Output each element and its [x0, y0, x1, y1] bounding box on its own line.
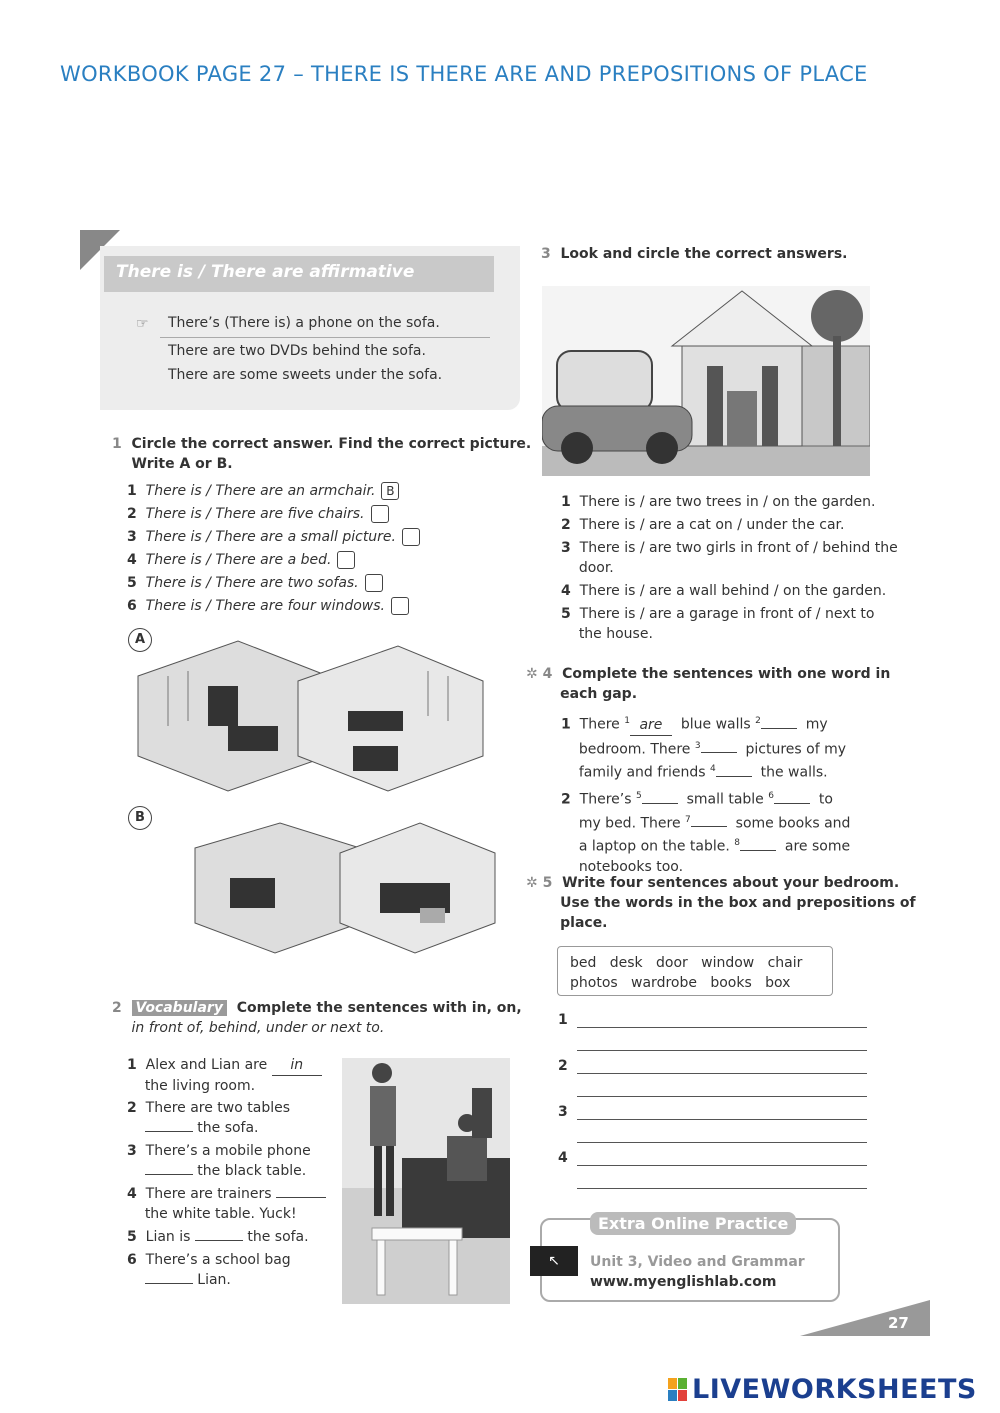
pointer-icon: ☞: [136, 316, 149, 332]
ex3-item: 1 There is / are two trees in / on the garden.: [561, 494, 876, 510]
liveworksheets-logo-icon: [668, 1378, 688, 1402]
ex2-blank[interactable]: [195, 1240, 243, 1241]
ex2-item: 2 There are two tables the sofa.: [127, 1100, 291, 1136]
writing-line[interactable]: [577, 1073, 867, 1074]
ex4-items: [561, 711, 850, 877]
word-box: [557, 946, 833, 996]
room-illustration-a: [128, 636, 488, 796]
living-room-photo: [342, 1058, 510, 1304]
picture-label-a: A: [128, 628, 152, 652]
answer-box[interactable]: [371, 505, 389, 523]
writing-line[interactable]: [577, 1188, 867, 1189]
ex1-items: [127, 482, 420, 620]
page-number: 27: [888, 1314, 909, 1332]
ex4-para-1: 1 There $^1$ are blue walls $^2$ my bedroom. There $^3$ pictures of my family and friends $^4$ the walls.: [561, 716, 847, 781]
ex2-instruction: 2 Vocabulary Complete the sentences with in, on, in front of, behind, under or next to.: [112, 1000, 522, 1036]
ex1-instruction: 1 Circle the correct answer. Find the correct picture. Write A or B.: [112, 436, 532, 472]
ex2-item: 1 Alex and Lian are in the living room.: [127, 1055, 337, 1098]
writing-line[interactable]: [577, 1096, 867, 1097]
ex2-blank[interactable]: [145, 1174, 193, 1175]
ex4-blank[interactable]: [701, 752, 737, 753]
ex1-item: 3 There is / There are a small picture.: [127, 528, 420, 551]
ex2-blank[interactable]: in: [272, 1055, 322, 1076]
extra-practice-url[interactable]: www.myenglishlab.com: [590, 1274, 777, 1290]
room-illustration-b: [190, 818, 500, 958]
page-number-tab: [800, 1300, 930, 1336]
ex4-para-2: 2 There’s $^5$ small table $^6$ to my bed. There $^7$ some books and a laptop on the table. $^8$ are some notebooks too.: [561, 790, 851, 875]
ex3-item: 5 There is / are a garage in front of / next to the house.: [561, 606, 875, 642]
ex2-item: 6 There’s a school bag Lian.: [127, 1252, 291, 1288]
writing-line[interactable]: [577, 1165, 867, 1166]
ex4-blank[interactable]: [761, 728, 797, 729]
writing-line[interactable]: [577, 1027, 867, 1028]
writing-line[interactable]: [577, 1142, 867, 1143]
ex5-instruction: ✲ 5 Write four sentences about your bedroom. Use the words in the box and prepositions of place.: [526, 875, 916, 931]
ex2-blank[interactable]: [145, 1131, 193, 1132]
picture-label-b: B: [128, 806, 152, 830]
ex2-item: 3 There’s a mobile phone the black table.: [127, 1143, 311, 1179]
ex1-item: 6 There is / There are four windows.: [127, 597, 420, 620]
ex4-blank[interactable]: [774, 803, 810, 804]
vocabulary-tag: Vocabulary: [132, 1000, 227, 1016]
word-box-row-1: bed desk door window chair: [570, 955, 803, 971]
footer-brand[interactable]: LIVEWORKSHEETS: [692, 1374, 977, 1405]
ex4-blank[interactable]: [691, 826, 727, 827]
ex3-item: 2 There is / are a cat on / under the car.: [561, 517, 845, 533]
grammar-line-2: There are two DVDs behind the sofa.: [168, 343, 426, 359]
ex1-item: 2 There is / There are five chairs.: [127, 505, 420, 528]
ex1-item: 5 There is / There are two sofas.: [127, 574, 420, 597]
answer-box[interactable]: [402, 528, 420, 546]
answer-box[interactable]: B: [381, 482, 399, 500]
ex2-items: [127, 1055, 337, 1293]
ex3-item: 4 There is / are a wall behind / on the garden.: [561, 583, 887, 599]
house-illustration: [542, 286, 870, 476]
ex2-item: 4 There are trainers the white table. Yuck!: [127, 1184, 337, 1227]
grammar-line-3: There are some sweets under the sofa.: [168, 367, 443, 383]
ex4-blank[interactable]: [642, 803, 678, 804]
line-number: 3: [558, 1104, 568, 1120]
word-box-row-2: photos wardrobe books box: [570, 975, 791, 991]
extra-practice-heading: Extra Online Practice: [590, 1212, 796, 1235]
ex2-blank[interactable]: [276, 1197, 326, 1198]
extra-practice-line-1: Unit 3, Video and Grammar: [590, 1254, 805, 1270]
ex3-instruction: 3 Look and circle the correct answers.: [541, 246, 848, 262]
page-title: WORKBOOK PAGE 27 – THERE IS THERE ARE AND PREPOSITIONS OF PLACE: [60, 62, 868, 86]
ex2-item: 5 Lian is the sofa.: [127, 1229, 309, 1245]
ex4-blank[interactable]: are: [630, 715, 672, 736]
writing-line[interactable]: [577, 1119, 867, 1120]
ex2-blank[interactable]: [145, 1283, 193, 1284]
grammar-divider: [160, 337, 490, 338]
ex4-instruction: ✲ 4 Complete the sentences with one word in each gap.: [526, 666, 891, 702]
ex4-blank[interactable]: [740, 850, 776, 851]
line-number: 2: [558, 1058, 568, 1074]
answer-box[interactable]: [391, 597, 409, 615]
ex1-item: 4 There is / There are a bed.: [127, 551, 420, 574]
ex3-items: [561, 492, 898, 647]
computer-icon: ↖: [530, 1246, 578, 1276]
answer-box[interactable]: [365, 574, 383, 592]
ex4-blank[interactable]: [716, 776, 752, 777]
grammar-line-1: There’s (There is) a phone on the sofa.: [168, 315, 440, 331]
line-number: 4: [558, 1150, 568, 1166]
grammar-box-heading: There is / There are affirmative: [104, 256, 494, 292]
ex1-item: 1 There is / There are an armchair. B: [127, 482, 420, 505]
ex3-item: 3 There is / are two girls in front of / behind the door.: [561, 540, 898, 576]
line-number: 1: [558, 1012, 568, 1028]
writing-line[interactable]: [577, 1050, 867, 1051]
answer-box[interactable]: [337, 551, 355, 569]
